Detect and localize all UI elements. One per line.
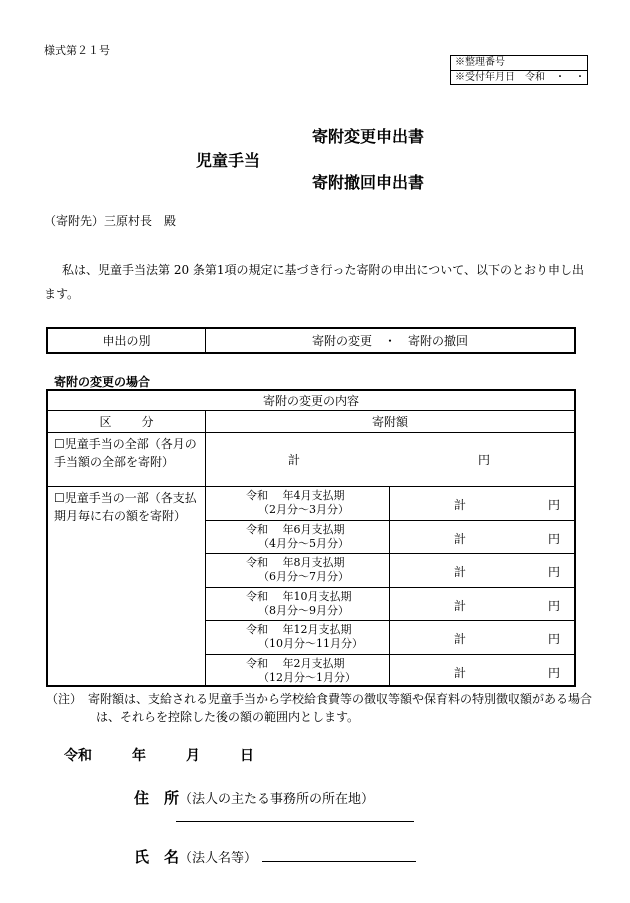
category-table — [46, 327, 576, 354]
period-label — [206, 621, 390, 654]
note-text: （注） 寄附額は、支給される児童手当から学校給食費等の徴収等額や保育料の特別徴収額がある場合は、それらを控除した後の額の範囲内とします。 — [46, 692, 593, 724]
yen-label: 円 — [547, 531, 560, 546]
intro-text: 私は、児童手当法第 20 条第1項の規定に基づき行った寄附の申出について、以下のとおり申し出ます。 — [44, 263, 585, 301]
column-division: 区分 — [48, 411, 206, 432]
partial-allowance-row — [48, 487, 574, 687]
period-line2: （8月分～9月分） — [258, 603, 349, 617]
period-amount-cell[interactable] — [390, 521, 574, 554]
period-line2: （6月分～7月分） — [258, 570, 349, 583]
partial-allowance-option[interactable]: ☐児童手当の一部（各支払期月毎に右の額を寄附） — [48, 487, 206, 687]
period-amount-cell[interactable] — [390, 588, 574, 621]
name-input-line[interactable] — [262, 861, 416, 862]
name-label-main: 氏 名 — [134, 848, 180, 866]
change-table-header: 寄附の変更の内容 — [48, 391, 574, 411]
period-line2: （4月分～5月分） — [258, 536, 349, 550]
date-day: 日 — [240, 748, 254, 764]
change-table-column-headers — [48, 411, 574, 433]
total-label: 計 — [454, 498, 467, 512]
addressee: （寄附先）三原村長 殿 — [44, 214, 177, 228]
reception-date-field: ※受付年月日 令和 ・ ・ — [451, 70, 587, 84]
total-label: 計 — [454, 598, 467, 613]
reference-number-field: ※整理番号 — [455, 57, 505, 68]
date-fields[interactable] — [64, 745, 254, 765]
period-line2: （12月分～1月分） — [258, 670, 356, 684]
address-label-main: 住 所 — [134, 789, 180, 807]
period-label — [206, 588, 390, 621]
period-amount-cell[interactable] — [390, 655, 574, 688]
period-row — [206, 620, 574, 654]
yen-label: 円 — [547, 598, 560, 613]
title-option-change: 寄附変更申出書 — [312, 127, 425, 146]
period-amount-cell[interactable] — [390, 487, 574, 520]
title-option-withdraw: 寄附撤回申出書 — [312, 173, 425, 192]
period-label — [206, 554, 390, 587]
address-label-note: （法人の主たる事務所の所在地） — [179, 792, 375, 807]
change-table — [46, 389, 576, 687]
period-line2: （2月分～3月分） — [258, 503, 349, 516]
name-label-note: （法人名等） — [179, 851, 258, 866]
date-month: 月 — [186, 748, 200, 764]
title-prefix: 児童手当 — [196, 151, 261, 170]
address-label — [134, 787, 374, 808]
period-line1: 令和 年4月支払期 — [246, 489, 345, 502]
office-use-box — [450, 55, 588, 85]
period-amount-cell[interactable] — [390, 554, 574, 587]
all-allowance-row — [48, 433, 574, 487]
period-line1: 令和 年8月支払期 — [246, 556, 345, 569]
period-row — [206, 587, 574, 621]
yen-label: 円 — [547, 665, 560, 680]
yen-label: 円 — [547, 565, 560, 579]
period-row — [206, 553, 574, 587]
total-label: 計 — [454, 565, 467, 579]
period-line1: 令和 年2月支払期 — [246, 656, 345, 670]
period-label — [206, 487, 390, 520]
period-line1: 令和 年10月支払期 — [246, 589, 352, 603]
payment-periods — [206, 487, 574, 687]
all-allowance-amount-cell[interactable] — [206, 433, 574, 486]
address-input-line[interactable] — [176, 821, 414, 822]
form-number: 様式第２１号 — [44, 44, 110, 57]
date-era: 令和 — [64, 748, 92, 764]
yen-label: 円 — [547, 498, 560, 512]
category-label: 申出の別 — [48, 329, 206, 352]
total-label: 計 — [454, 531, 467, 546]
period-row — [206, 520, 574, 554]
period-row — [206, 654, 574, 688]
period-line2: （10月分～11月分） — [258, 637, 363, 650]
total-label: 計 — [454, 632, 467, 646]
period-amount-cell[interactable] — [390, 621, 574, 654]
period-line1: 令和 年12月支払期 — [246, 623, 352, 636]
total-label: 計 — [454, 665, 467, 680]
all-allowance-option[interactable]: ☐児童手当の全部（各月の手当額の全部を寄附） — [48, 433, 206, 486]
name-label — [134, 846, 257, 867]
period-label — [206, 655, 390, 688]
yen-label: 円 — [547, 632, 560, 646]
change-case-heading: 寄附の変更の場合 — [54, 375, 151, 389]
column-amount: 寄附額 — [371, 415, 408, 429]
period-label — [206, 521, 390, 554]
period-row — [206, 487, 574, 520]
date-year: 年 — [132, 748, 146, 764]
category-value[interactable]: 寄附の変更 ・ 寄附の撤回 — [311, 334, 468, 348]
all-yen-label: 円 — [478, 453, 491, 467]
all-total-label: 計 — [288, 453, 301, 467]
period-line1: 令和 年6月支払期 — [246, 522, 345, 536]
